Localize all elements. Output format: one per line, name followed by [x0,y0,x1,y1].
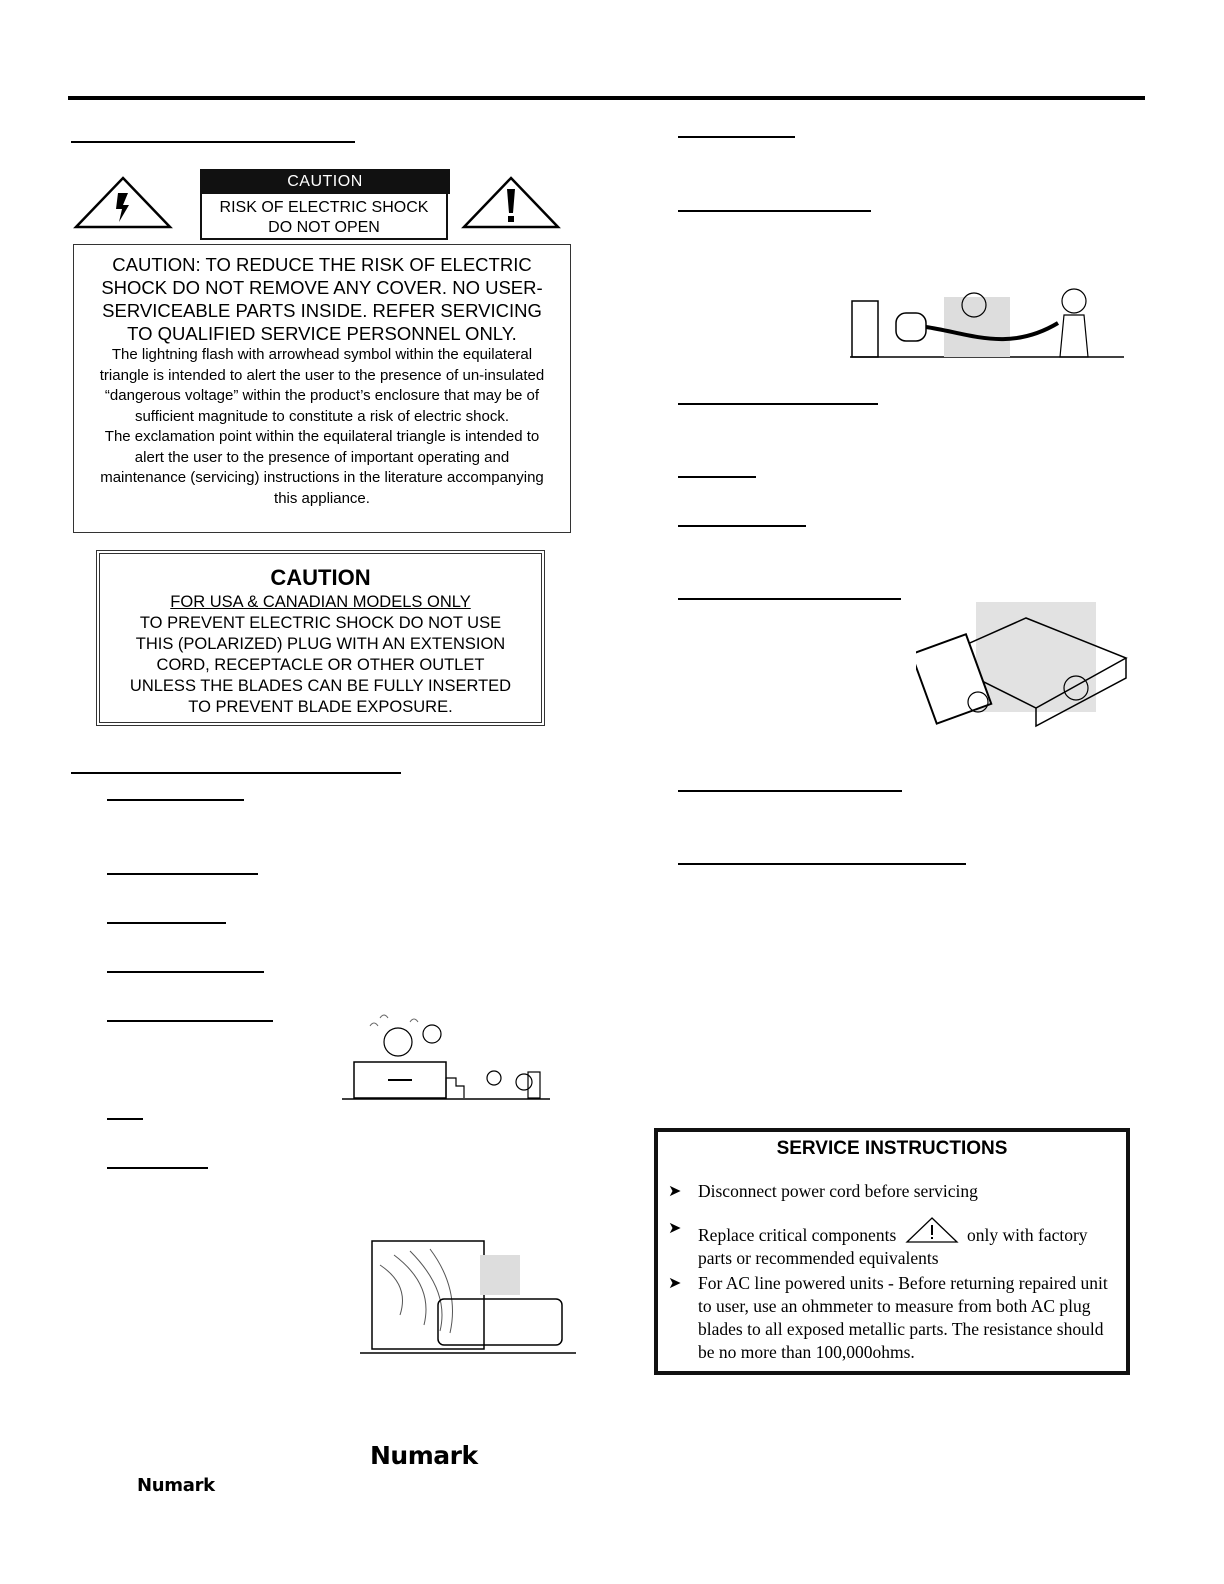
item-heading-underline [678,136,795,138]
arrowhead-bullet-icon: ➤ [668,1183,682,1200]
item-heading-underline [107,873,258,875]
electric-shock-caution-box [73,244,571,533]
service-item-2b: only with factory parts or recommended equivalents [698,1225,1088,1268]
water-spill-illustration [340,1012,552,1104]
do-not-open-illustration [916,598,1138,730]
exclamation-triangle-icon [905,1217,959,1243]
service-instructions-list [658,1180,1126,1364]
list-item [666,1180,1118,1203]
polarized-plug-caution-box [96,550,545,726]
exclamation-explanation: The exclamation point within the equilateral triangle is intended to alert the user to the presence of important operating and maintenance (servicing) instructions in the literature accompanying this appliance. [100,428,544,507]
plug-caution-subtitle: FOR USA & CANADIAN MODELS ONLY [170,593,471,611]
list-item [666,1217,1118,1270]
caution-label-line2: DO NOT OPEN [268,219,380,236]
caution-label-body [200,194,448,240]
section-heading-underline [71,141,355,143]
item-heading-underline [107,922,226,924]
service-item-3: For AC line powered units - Before returning repaired unit to user, use an ohmmeter to measure from both AC plug blades to all exposed metallic parts. The resistance should be no more than 100,000ohms. [698,1273,1108,1362]
numark-logo-small: Numark [137,1475,215,1496]
item-heading-underline [107,1020,273,1022]
plug-caution-line1: TO PREVENT ELECTRIC SHOCK DO NOT USE [139,614,502,632]
service-item-2a: Replace critical components [698,1225,897,1245]
item-heading-underline [678,403,878,405]
numark-logo: Numark [370,1441,478,1470]
plug-caution-title: CAUTION [270,565,371,590]
service-instructions-title: SERVICE INSTRUCTIONS [776,1138,1008,1159]
item-heading-underline [678,790,902,792]
plug-caution-line2: THIS (POLARIZED) PLUG WITH AN EXTENSION [135,635,506,653]
item-heading-underline [678,525,806,527]
caution-main-text: CAUTION: TO REDUCE THE RISK OF ELECTRIC SHOCK DO NOT REMOVE ANY COVER. NO USER-SERVICEABLE PARTS INSIDE. REFER SERVICING TO QUALIFIED SERVICE PERSONNEL ONLY. [101,254,543,344]
item-heading-underline [107,971,264,973]
item-heading-underline [107,1167,208,1169]
arrowhead-bullet-icon: ➤ [668,1275,682,1292]
lightning-triangle-icon [73,175,173,231]
heat-exposure-illustration [360,1235,576,1357]
section-heading-underline [71,772,401,774]
header-rule [68,96,1145,100]
item-heading-underline [678,210,871,212]
caution-label-line1: RISK OF ELECTRIC SHOCK [219,199,429,216]
plug-caution-line3: CORD, RECEPTACLE OR OTHER OUTLET [156,656,485,674]
list-item [666,1272,1118,1364]
item-heading-underline [678,863,966,865]
caution-label-header: CAUTION [200,169,450,194]
item-heading-underline [107,799,244,801]
lightning-explanation: The lightning flash with arrowhead symbol within the equilateral triangle is intended to alert the user to the presence of un-insulated “dangerous voltage” within the product’s enclosure that may be of sufficient magnitude to constitute a risk of electric shock. [99,346,545,425]
plug-caution-line4: UNLESS THE BLADES CAN BE FULLY INSERTED [129,677,512,695]
service-instructions-box [654,1128,1130,1375]
item-heading-underline [107,1118,143,1120]
item-heading-underline [678,476,756,478]
exclamation-triangle-icon [461,175,561,231]
plug-caution-line5: TO PREVENT BLADE EXPOSURE. [188,698,453,716]
item-heading-underline [678,598,901,600]
arrowhead-bullet-icon: ➤ [668,1220,682,1237]
service-item-1: Disconnect power cord before servicing [698,1181,978,1201]
power-cord-illustration [848,283,1126,371]
